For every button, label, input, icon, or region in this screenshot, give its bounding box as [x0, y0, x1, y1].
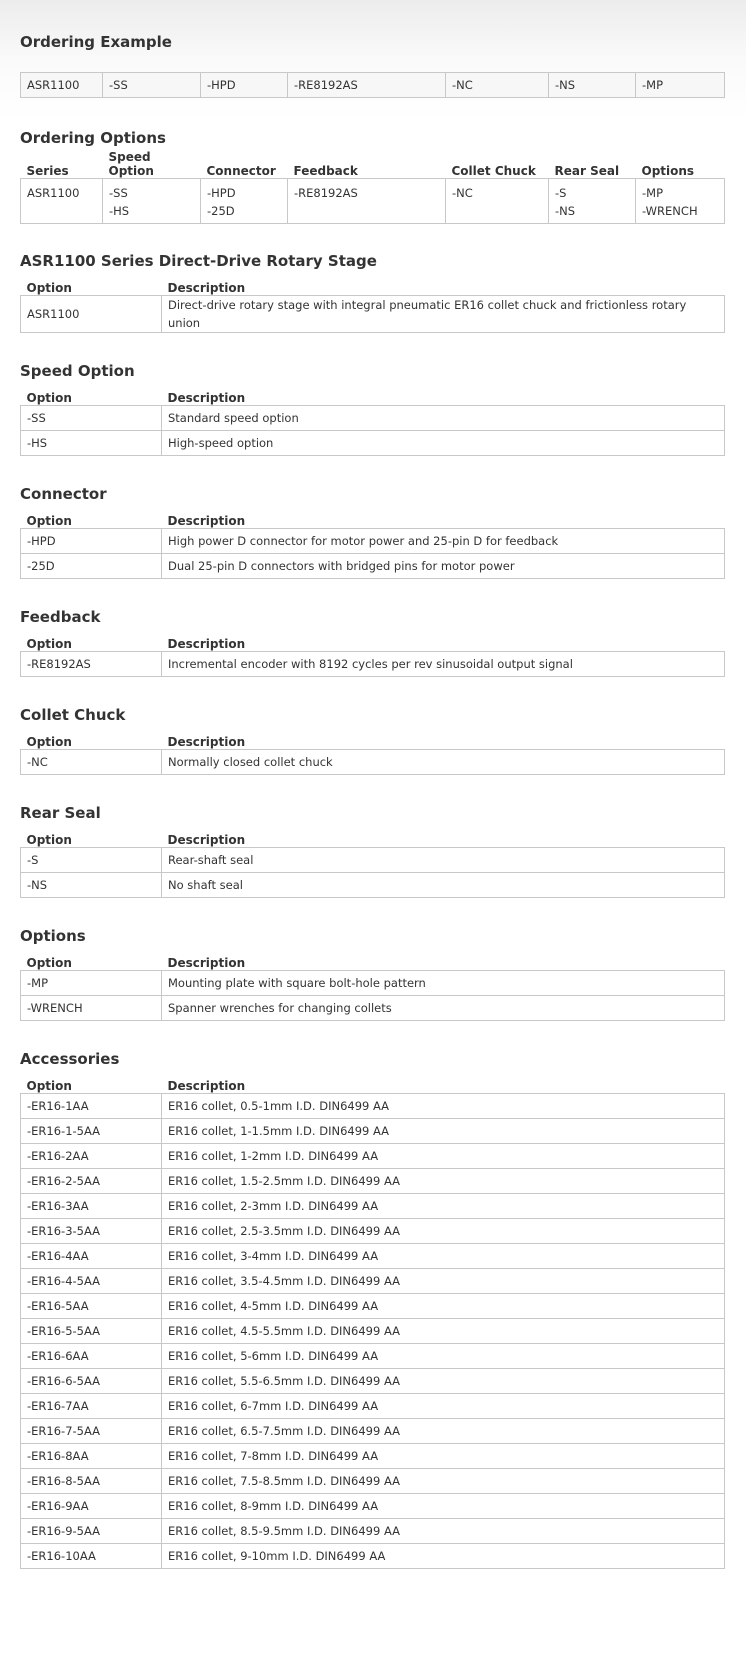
feedback-section-title: Feedback	[20, 608, 101, 626]
table-row	[21, 1419, 725, 1444]
table-row	[21, 750, 725, 775]
table-row	[21, 1119, 725, 1144]
table-row	[21, 431, 725, 456]
table-row	[21, 848, 725, 873]
description-cell: ER16 collet, 7.5-8.5mm I.D. DIN6499 AA	[162, 1469, 725, 1494]
description-cell: ER16 collet, 5.5-6.5mm I.D. DIN6499 AA	[162, 1369, 725, 1394]
collet-table	[20, 729, 725, 775]
header-description: Description	[167, 956, 246, 970]
option-cell: -ER16-1AA	[21, 1094, 162, 1119]
description-cell: Mounting plate with square bolt-hole pattern	[162, 971, 725, 996]
collet-value: -NC	[452, 186, 473, 200]
ordering-options-row	[21, 179, 725, 224]
table-row	[21, 406, 725, 431]
option-cell: -ER16-4-5AA	[21, 1269, 162, 1294]
asr-header-row	[21, 275, 725, 296]
description-cell: High power D connector for motor power and 25-pin D for feedback	[162, 529, 725, 554]
option-cell: -MP	[21, 971, 162, 996]
description-cell: ER16 collet, 4.5-5.5mm I.D. DIN6499 AA	[162, 1319, 725, 1344]
description-cell: ER16 collet, 1-1.5mm I.D. DIN6499 AA	[162, 1119, 725, 1144]
description-cell: Rear-shaft seal	[162, 848, 725, 873]
table-row	[21, 1094, 725, 1119]
speed-value: -SS	[109, 186, 128, 200]
table-row	[21, 529, 725, 554]
table-row	[21, 1219, 725, 1244]
table-row	[21, 1494, 725, 1519]
speed-table	[20, 385, 725, 456]
table-row	[21, 1394, 725, 1419]
option-cell: -NC	[21, 750, 162, 775]
ordering-options-table	[20, 150, 725, 224]
option-cell: -ER16-7-5AA	[21, 1419, 162, 1444]
option-cell: -ER16-3-5AA	[21, 1219, 162, 1244]
description-cell: Dual 25-pin D connectors with bridged pins for motor power	[162, 554, 725, 579]
description-cell: ER16 collet, 6.5-7.5mm I.D. DIN6499 AA	[162, 1419, 725, 1444]
option-cell: -ER16-9AA	[21, 1494, 162, 1519]
accessories-table	[20, 1073, 725, 1569]
table-row	[21, 1344, 725, 1369]
description-cell: ER16 collet, 2-3mm I.D. DIN6499 AA	[162, 1194, 725, 1219]
options-cell-rear-seal	[549, 179, 636, 224]
header-connector: Connector	[206, 164, 276, 178]
ordering-example-row	[21, 73, 725, 98]
header-rear-seal: Rear Seal	[554, 164, 620, 178]
collet-section-title: Collet Chuck	[20, 706, 126, 724]
header-description: Description	[167, 833, 246, 847]
rear-seal-section-title: Rear Seal	[20, 804, 101, 822]
option-cell: ASR1100	[21, 296, 162, 333]
option-cell: -ER16-5AA	[21, 1294, 162, 1319]
option-cell: -HS	[21, 431, 162, 456]
header-options: Options	[641, 164, 695, 178]
description-cell: Incremental encoder with 8192 cycles per rev sinusoidal output signal	[162, 652, 725, 677]
description-cell: High-speed option	[162, 431, 725, 456]
table-row	[21, 1319, 725, 1344]
example-cell-speed: -SS	[103, 73, 201, 98]
options-cell-options	[636, 179, 725, 224]
description-cell: ER16 collet, 3-4mm I.D. DIN6499 AA	[162, 1244, 725, 1269]
options-cell-feedback	[288, 179, 446, 224]
speed-header-row	[21, 385, 725, 406]
table-row	[21, 1444, 725, 1469]
options-cell-connector	[201, 179, 288, 224]
options-value: -MP	[642, 186, 664, 200]
options-section-title: Options	[20, 927, 86, 945]
series-value: ASR1100	[27, 186, 80, 200]
header-description: Description	[167, 514, 246, 528]
table-row	[21, 1369, 725, 1394]
description-cell: ER16 collet, 7-8mm I.D. DIN6499 AA	[162, 1444, 725, 1469]
rear-seal-value: -S	[555, 186, 567, 200]
header-description: Description	[167, 637, 246, 651]
header-option: Option	[26, 956, 72, 970]
description-cell: Spanner wrenches for changing collets	[162, 996, 725, 1021]
table-row	[21, 554, 725, 579]
option-cell: -ER16-4AA	[21, 1244, 162, 1269]
header-series: Series	[26, 164, 69, 178]
options-cell-series	[21, 179, 103, 224]
description-cell: ER16 collet, 5-6mm I.D. DIN6499 AA	[162, 1344, 725, 1369]
table-row	[21, 1519, 725, 1544]
table-row	[21, 1469, 725, 1494]
header-description: Description	[167, 1079, 246, 1093]
option-cell: -ER16-9-5AA	[21, 1519, 162, 1544]
option-cell: -RE8192AS	[21, 652, 162, 677]
option-cell: -ER16-2-5AA	[21, 1169, 162, 1194]
table-row	[21, 1244, 725, 1269]
option-cell: -ER16-2AA	[21, 1144, 162, 1169]
feedback-value: -RE8192AS	[294, 186, 358, 200]
table-row	[21, 971, 725, 996]
example-cell-rear-seal: -NS	[549, 73, 636, 98]
table-row	[21, 1544, 725, 1569]
example-cell-feedback: -RE8192AS	[288, 73, 446, 98]
connector-header-row	[21, 508, 725, 529]
option-cell: -ER16-6-5AA	[21, 1369, 162, 1394]
description-cell: No shaft seal	[162, 873, 725, 898]
ordering-options-title: Ordering Options	[20, 129, 166, 147]
asr-table	[20, 275, 725, 333]
asr-section-title: ASR1100 Series Direct-Drive Rotary Stage	[20, 252, 377, 270]
options-table	[20, 950, 725, 1021]
option-cell: -SS	[21, 406, 162, 431]
options-header-row	[21, 950, 725, 971]
header-collet-chuck: Collet Chuck	[451, 164, 536, 178]
collet-header-row	[21, 729, 725, 750]
header-description: Description	[167, 391, 246, 405]
header-option: Option	[26, 833, 72, 847]
rear-seal-table	[20, 827, 725, 898]
example-cell-series: ASR1100	[21, 73, 103, 98]
example-cell-collet: -NC	[446, 73, 549, 98]
connector-value: -HPD	[207, 186, 236, 200]
option-cell: -WRENCH	[21, 996, 162, 1021]
accessories-header-row	[21, 1073, 725, 1094]
description-cell: ER16 collet, 9-10mm I.D. DIN6499 AA	[162, 1544, 725, 1569]
option-cell: -NS	[21, 873, 162, 898]
ordering-example-title: Ordering Example	[20, 33, 172, 51]
table-row	[21, 1269, 725, 1294]
option-cell: -ER16-1-5AA	[21, 1119, 162, 1144]
header-option: Option	[26, 391, 72, 405]
description-cell: ER16 collet, 1.5-2.5mm I.D. DIN6499 AA	[162, 1169, 725, 1194]
header-option: Option	[26, 735, 72, 749]
ordering-example-table	[20, 72, 725, 98]
header-speed-option: Speed Option	[108, 150, 154, 178]
description-cell: ER16 collet, 2.5-3.5mm I.D. DIN6499 AA	[162, 1219, 725, 1244]
option-cell: -ER16-10AA	[21, 1544, 162, 1569]
connector-section-title: Connector	[20, 485, 107, 503]
options-value: -WRENCH	[642, 204, 698, 218]
option-cell: -ER16-7AA	[21, 1394, 162, 1419]
option-cell: -ER16-3AA	[21, 1194, 162, 1219]
accessories-section-title: Accessories	[20, 1050, 120, 1068]
feedback-table	[20, 631, 725, 677]
option-cell: -ER16-6AA	[21, 1344, 162, 1369]
connector-value: -25D	[207, 204, 235, 218]
description-cell: ER16 collet, 3.5-4.5mm I.D. DIN6499 AA	[162, 1269, 725, 1294]
description-cell: ER16 collet, 6-7mm I.D. DIN6499 AA	[162, 1394, 725, 1419]
table-row	[21, 652, 725, 677]
option-cell: -ER16-8AA	[21, 1444, 162, 1469]
header-description: Description	[167, 281, 246, 295]
example-cell-options: -MP	[636, 73, 725, 98]
table-row	[21, 1144, 725, 1169]
description-cell: Standard speed option	[162, 406, 725, 431]
table-row	[21, 1169, 725, 1194]
option-cell: -HPD	[21, 529, 162, 554]
option-cell: -ER16-8-5AA	[21, 1469, 162, 1494]
header-option: Option	[26, 281, 72, 295]
header-feedback: Feedback	[293, 164, 358, 178]
option-cell: -S	[21, 848, 162, 873]
header-option: Option	[26, 637, 72, 651]
connector-table	[20, 508, 725, 579]
example-cell-connector: -HPD	[201, 73, 288, 98]
speed-value: -HS	[109, 204, 130, 218]
rear-seal-header-row	[21, 827, 725, 848]
table-row	[21, 996, 725, 1021]
description-cell: Direct-drive rotary stage with integral pneumatic ER16 collet chuck and frictionless rotary union	[162, 296, 725, 333]
description-cell: ER16 collet, 4-5mm I.D. DIN6499 AA	[162, 1294, 725, 1319]
description-cell: Normally closed collet chuck	[162, 750, 725, 775]
table-row	[21, 296, 725, 333]
table-row	[21, 1194, 725, 1219]
description-cell: ER16 collet, 8-9mm I.D. DIN6499 AA	[162, 1494, 725, 1519]
speed-section-title: Speed Option	[20, 362, 135, 380]
description-cell: ER16 collet, 8.5-9.5mm I.D. DIN6499 AA	[162, 1519, 725, 1544]
ordering-options-header-row	[21, 150, 725, 179]
table-row	[21, 873, 725, 898]
header-description: Description	[167, 735, 246, 749]
option-cell: -25D	[21, 554, 162, 579]
option-cell: -ER16-5-5AA	[21, 1319, 162, 1344]
options-cell-collet	[446, 179, 549, 224]
options-cell-speed	[103, 179, 201, 224]
accessories-body	[21, 1094, 725, 1569]
description-cell: ER16 collet, 0.5-1mm I.D. DIN6499 AA	[162, 1094, 725, 1119]
feedback-header-row	[21, 631, 725, 652]
rear-seal-value: -NS	[555, 204, 576, 218]
header-option: Option	[26, 1079, 72, 1093]
description-cell: ER16 collet, 1-2mm I.D. DIN6499 AA	[162, 1144, 725, 1169]
table-row	[21, 1294, 725, 1319]
header-option: Option	[26, 514, 72, 528]
